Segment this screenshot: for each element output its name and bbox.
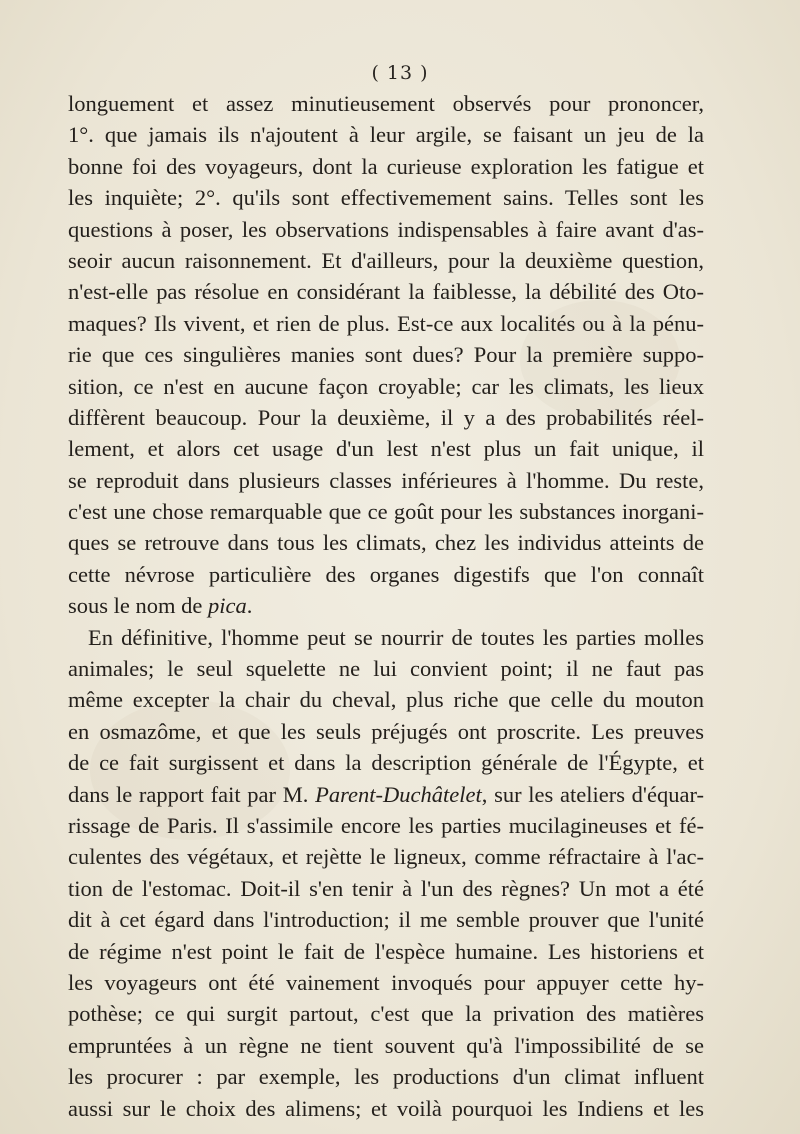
text-line: n'est-elle pas résolue en considérant la faiblesse, la débilité des Oto- <box>68 279 704 305</box>
text-line: questions à poser, les observations indispensables à faire avant d'as- <box>68 216 704 242</box>
text-line: de régime n'est point le fait de l'espèce humaine. Les historiens et <box>68 938 704 964</box>
text-line: en osmazôme, et que les seuls préjugés ont proscrite. Les preuves <box>68 718 704 744</box>
text-line: longuement et assez minutieusement observés pour prononcer, <box>68 91 704 116</box>
text-line: lement, et alors cet usage d'un lest n'est plus un fait unique, il <box>68 436 704 462</box>
text-line: pothèse; ce qui surgit partout, c'est que la privation des matières <box>68 1001 704 1027</box>
italic-name: Parent-Duchâtelet <box>315 781 482 807</box>
text-line <box>68 590 704 621</box>
text-line: empruntées à un règne ne tient souvent qu'à l'impossibilité de se <box>68 1032 704 1058</box>
text-line: les inquiète; 2°. qu'ils sont effectivemement sains. Telles sont les <box>68 185 704 211</box>
text-line: rie que ces singulières manies sont dues? Pour la première suppo- <box>68 342 704 368</box>
text-line: bonne foi des voyageurs, dont la curieuse exploration les fatigue et <box>68 153 704 179</box>
text-line: sition, ce n'est en aucune façon croyable; car les climats, les lieux <box>68 373 704 399</box>
text-line: seoir aucun raisonnement. Et d'ailleurs, pour la deuxième question, <box>68 247 704 273</box>
text-line: 1°. que jamais ils n'ajoutent à leur argile, se faisant un jeu de la <box>68 122 704 148</box>
text-line: de ce fait surgissent et dans la description générale de l'Égypte, et <box>68 750 704 776</box>
text-segment: sous le nom de <box>68 593 208 619</box>
italic-term: pica <box>208 593 247 619</box>
text-line: maques? Ils vivent, et rien de plus. Est-ce aux localités ou à la pénu- <box>68 310 704 336</box>
text-line: dit à cet égard dans l'introduction; il me semble prouver que l'unité <box>68 907 704 933</box>
text-segment: dans le rapport fait par M. <box>68 781 316 807</box>
text-line: ques se retrouve dans tous les climats, chez les individus atteints de <box>68 530 704 556</box>
text-line: animales; le seul squelette ne lui convient point; il ne faut pas <box>68 656 704 682</box>
body-text <box>68 88 704 1124</box>
text-line: diffèrent beaucoup. Pour la deuxième, il y a des probabilités réel- <box>68 404 704 430</box>
text-line: En définitive, l'homme peut se nourrir de toutes les parties molles <box>88 624 704 650</box>
text-line: tion de l'estomac. Doit-il s'en tenir à l'un des règnes? Un mot a été <box>68 875 704 901</box>
text-line: c'est une chose remarquable que ce goût pour les substances inorgani- <box>68 499 704 525</box>
text-line: même excepter la chair du cheval, plus riche que celle du mouton <box>68 687 704 713</box>
text-line: culentes des végétaux, et rejètte le ligneux, comme réfractaire à l'ac- <box>68 844 704 870</box>
text-line <box>68 779 704 810</box>
page-number: ( 13 ) <box>371 62 429 84</box>
text-line: cette névrose particulière des organes digestifs que l'on connaît <box>68 561 704 587</box>
text-line: aussi sur le choix des alimens; et voilà pourquoi les Indiens et les <box>68 1095 704 1121</box>
text-segment: , sur les ateliers d'équar- <box>481 781 704 807</box>
text-line: rissage de Paris. Il s'assimile encore les parties mucilagineuses et fé- <box>68 812 704 838</box>
text-line: se reproduit dans plusieurs classes inférieures à l'homme. Du reste, <box>68 467 704 493</box>
text-segment: . <box>246 593 253 619</box>
text-line: les voyageurs ont été vainement invoqués pour appuyer cette hy- <box>68 969 704 995</box>
text-line: les procurer : par exemple, les productions d'un climat influent <box>68 1064 704 1090</box>
